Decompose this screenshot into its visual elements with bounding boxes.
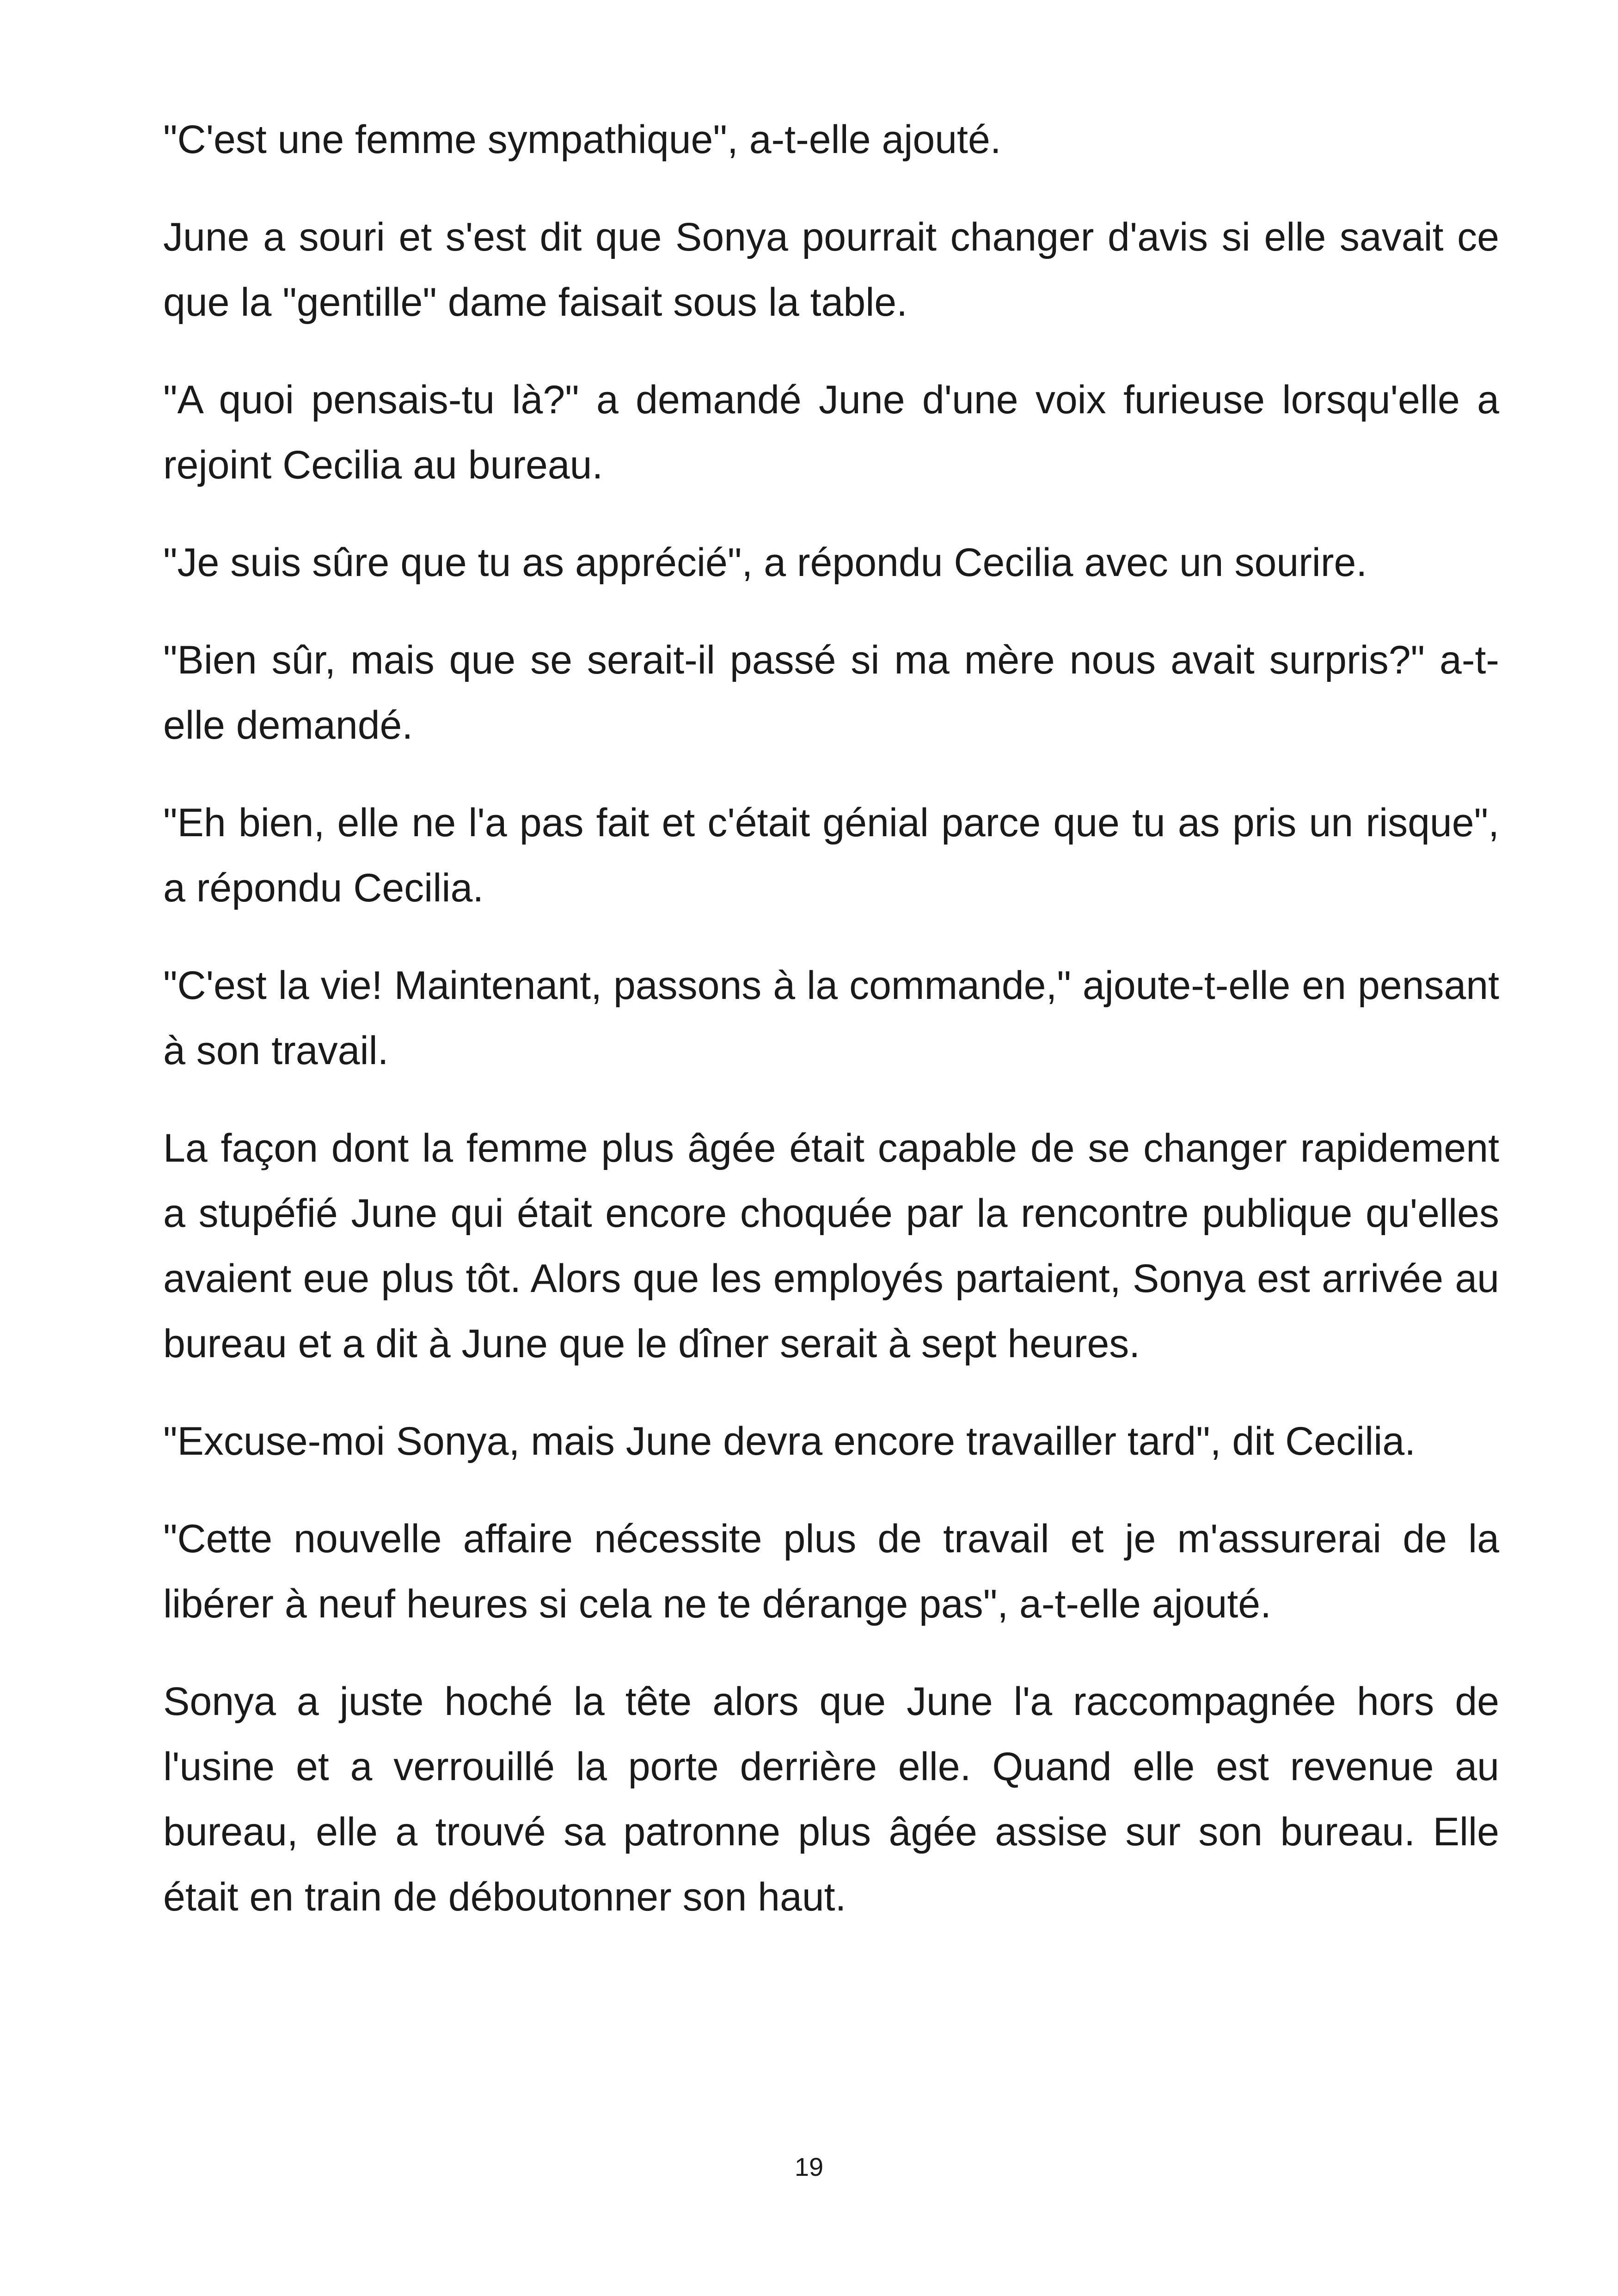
paragraph-2: June a souri et s'est dit que Sonya pourrait changer d'avis si elle savait ce que la "gentille" dame faisait sous la table. [163, 215, 1499, 325]
page-body [163, 107, 1499, 1962]
paragraph-6: "Eh bien, elle ne l'a pas fait et c'était génial parce que tu as pris un risque", a répondu Cecilia. [163, 801, 1499, 910]
paragraph-11: Sonya a juste hoché la tête alors que June l'a raccompagnée hors de l'usine et a verrouillé la porte derrière elle. Quand elle est revenue au bureau, elle a trouvé sa patronne plus âgée assise sur son bureau. Elle était en train de déboutonner son haut. [163, 1679, 1499, 1919]
paragraph-3: "A quoi pensais-tu là?" a demandé June d'une voix furieuse lorsqu'elle a rejoint Cecilia au bureau. [163, 378, 1499, 487]
paragraph-10: "Cette nouvelle affaire nécessite plus de travail et je m'assurerai de la libérer à neuf heures si cela ne te dérange pas", a-t-elle ajouté. [163, 1517, 1499, 1626]
paragraph-8: La façon dont la femme plus âgée était capable de se changer rapidement a stupéfié June qui était encore choquée par la rencontre publique qu'elles avaient eue plus tôt. Alors que les employés partaient, Sonya est arrivée au bureau et a dit à June que le dîner serait à sept heures. [163, 1126, 1499, 1366]
paragraph-7: "C'est la vie! Maintenant, passons à la commande," ajoute-t-elle en pensant à son travail. [163, 963, 1499, 1073]
page-number: 19 [794, 2152, 824, 2181]
paragraph-5: "Bien sûr, mais que se serait-il passé si ma mère nous avait surpris?" a-t-elle demandé. [163, 638, 1499, 747]
paragraph-9: "Excuse-moi Sonya, mais June devra encore travailler tard", dit Cecilia. [163, 1419, 1416, 1463]
paragraph-4: "Je suis sûre que tu as apprécié", a répondu Cecilia avec un sourire. [163, 540, 1367, 585]
paragraph-1: "C'est une femme sympathique", a-t-elle ajouté. [163, 117, 1001, 162]
